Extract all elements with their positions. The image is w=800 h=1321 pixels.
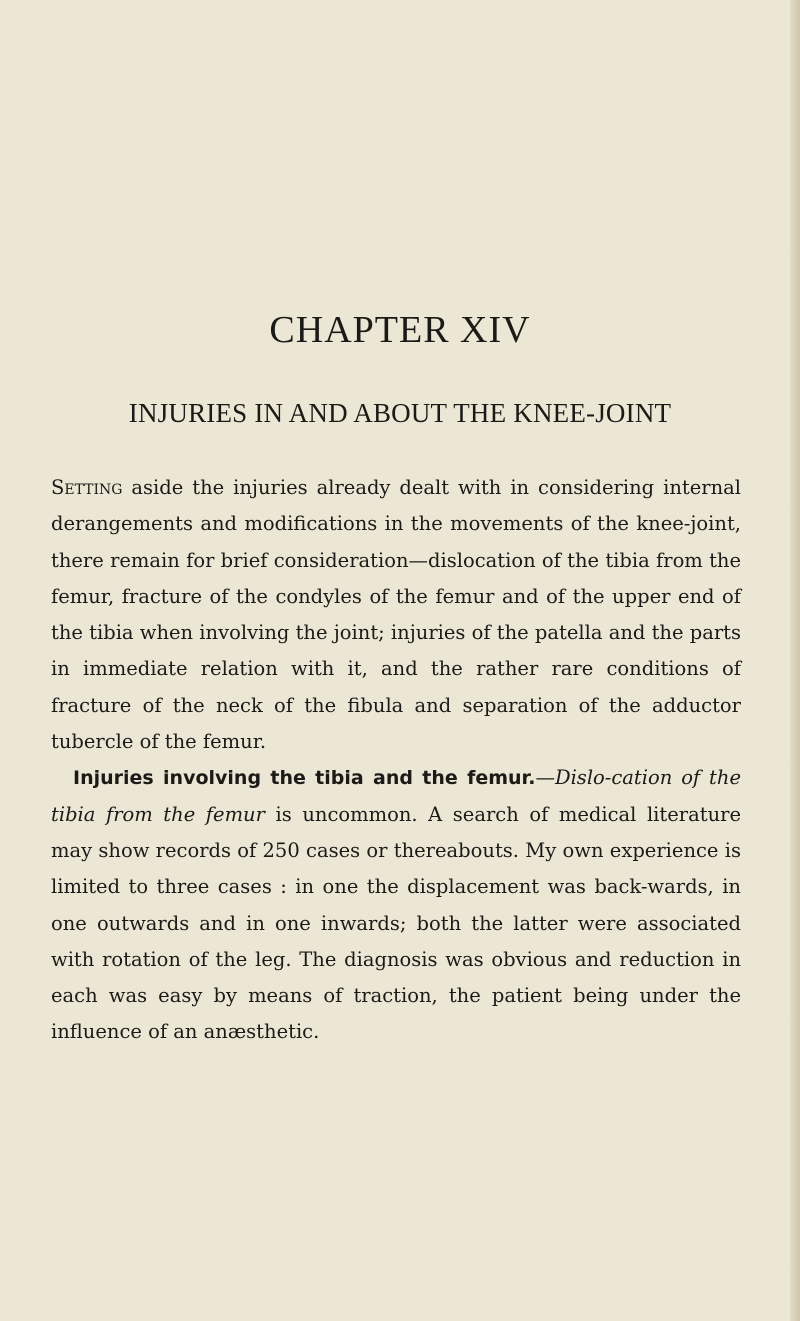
paragraph-1 (51, 470, 741, 760)
page-edge (790, 0, 800, 1321)
paragraph-sidehead: Injuries involving the tibia and the femur. (73, 767, 536, 790)
italic-phrase: Dislo-cation of the tibia from the femur (51, 766, 741, 826)
lead-word: Setting (51, 476, 123, 499)
chapter-title: CHAPTER XIV (269, 309, 531, 351)
paragraph-2 (51, 760, 741, 1050)
paragraph-1-text: aside the injuries already dealt with in considering internal derangements and modifications in the movements of the knee-joint, there remain for brief consideration—dislocation of the tibia from the femur, fracture of the condyles of the femur and of the upper end of the tibia when involving the joint; injuries of the patella and the parts in immediate relation with it, and the rather rare conditions of fracture of the neck of the fibula and separation of the adductor tubercle of the femur. (51, 476, 741, 754)
body-text (51, 470, 741, 1051)
em-dash: — (535, 766, 555, 790)
paragraph-2-text: is uncommon. A search of medical literature may show records of 250 cases or thereabouts. My own experience is limited to three cases : in one the displacement was back-wards, in one outwards and in one inwards; both the latter were associated with rotation of the leg. The diagnosis was obvious and reduction in each was easy by means of traction, the patient being under the influence of an anæsthetic. (51, 802, 741, 1044)
section-title: INJURIES IN AND ABOUT THE KNEE-JOINT (128, 398, 672, 428)
